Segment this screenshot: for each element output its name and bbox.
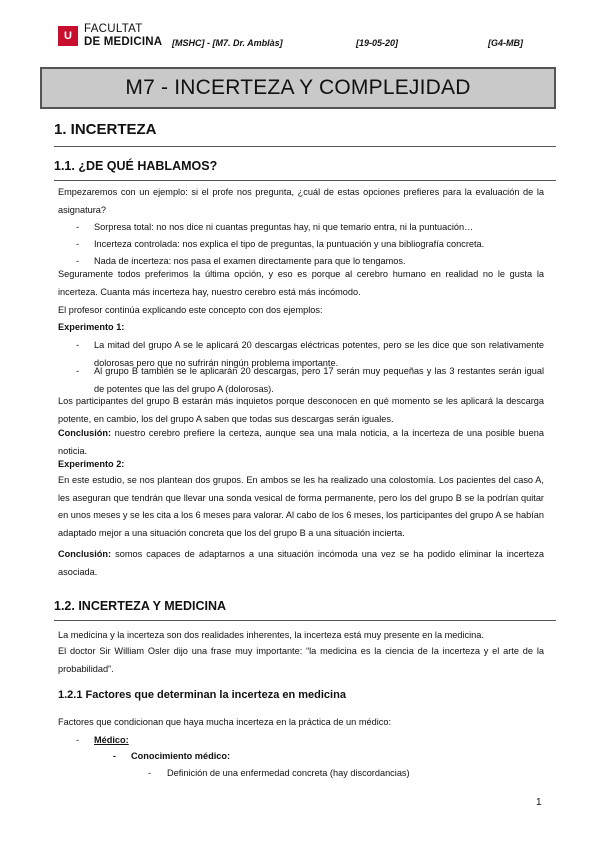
list-item-experiment-1a: La mitad del grupo A se le aplicará 20 descargas eléctricas potentes, pero se les dice que son relativamente dolorosas pero que no sufrirán ningún problema importante. — [94, 340, 544, 368]
list-item-option-3: Nada de incerteza: nos pasa el examen directamente para que lo tengamos. — [94, 256, 406, 266]
conclusion-label: Conclusión: — [58, 428, 112, 438]
conclusion-1-text: nuestro cerebro prefiere la certeza, aunque sea una mala noticia, a la incerteza de una posible buena noticia. — [58, 428, 544, 456]
conclusion-2-text: somos capaces de adaptarnos a una situación incómoda una vez se ha podido eliminar la incerteza asociada. — [58, 549, 544, 577]
paragraph-medicine-1: La medicina y la incerteza son dos realidades inherentes, la incerteza está muy presente en la medicina. — [58, 630, 484, 640]
list-item-conocimiento-medico: Conocimiento médico: — [131, 751, 231, 761]
experiment-1-label: Experimento 1: — [58, 322, 125, 332]
bullet-dash: - — [76, 340, 80, 350]
list-item-option-1: Sorpresa total: no nos dice ni cuantas preguntas hay, ni que temario entra, ni la puntuación… — [94, 222, 474, 232]
bullet-dash: - — [76, 239, 80, 249]
paragraph-conclusion-1 — [58, 425, 544, 460]
conclusion-label: Conclusión: — [58, 549, 112, 559]
document-title: M7 - INCERTEZA Y COMPLEJIDAD — [40, 67, 556, 109]
bullet-dash: - — [76, 366, 80, 376]
university-logo-icon: U — [58, 26, 78, 46]
bullet-dash: - — [76, 222, 80, 232]
section-heading-1-2-1: 1.2.1 Factores que determinan la incerteza en medicina — [58, 689, 346, 701]
paragraph-conclusion-2 — [58, 546, 544, 581]
section-heading-1-2: 1.2. INCERTEZA Y MEDICINA — [54, 596, 556, 621]
bullet-dash: - — [113, 751, 117, 761]
paragraph-intro: Empezaremos con un ejemplo: si el profe nos pregunta, ¿cuál de estas opciones prefieres para la evaluación de la asignatura? — [58, 187, 544, 215]
experiment-2-label: Experimento 2: — [58, 459, 125, 469]
paragraph-factors-intro: Factores que condicionan que haya mucha incerteza en la práctica de un médico: — [58, 717, 391, 727]
bullet-dash: - — [76, 735, 80, 745]
paragraph-experiment-1: Los participantes del grupo B estarán más inquietos porque desconocen en qué momento se les aplicará la descarga potente, en cambio, los del grupo A saben que todas sus descargas serán iguales. — [58, 396, 544, 424]
header-course: [MSHC] - [M7. Dr. Amblàs] — [172, 38, 283, 48]
paragraph-experiment-2: En este estudio, se nos plantean dos grupos. En ambos se les ha realizado una colostomía. Los pacientes del caso A, les aseguran que tendrán que llevar una sonda vesical de forma permanente, pero los del grupo B se la podrían quitar en unos meses y se les cita a los 6 meses para valorar. Al cabo de los 6 meses, los participantes del grupo A se habían adaptado mejor a una situación concreta que los del grupo B a una situación incierta. — [58, 475, 544, 538]
faculty-name-line1: FACULTAT — [84, 23, 143, 35]
bullet-dash: - — [76, 256, 80, 266]
paragraph-after-options: Seguramente todos preferimos la última opción, y eso es porque al cerebro humano en realidad no le gusta la incerteza. Cuanta más incerteza hay, nuestro cerebro está más incómodo. — [58, 269, 544, 297]
paragraph-osler-quote: El doctor Sir William Osler dijo una frase muy importante: “la medicina es la ciencia de la incerteza y el arte de la probabilidad”. — [58, 646, 544, 674]
list-item-definicion: Definición de una enfermedad concreta (hay discordancias) — [167, 768, 410, 778]
page-number: 1 — [536, 797, 542, 808]
section-heading-1-1: 1.1. ¿DE QUÉ HABLAMOS? — [54, 156, 556, 181]
header-date: [19-05-20] — [356, 38, 399, 48]
list-item-option-2: Incerteza controlada: nos explica el tipo de preguntas, la puntuación y una bibliografía concreta. — [94, 239, 485, 249]
section-heading-1: 1. INCERTEZA — [54, 117, 556, 147]
paragraph-examples-intro: El profesor continúa explicando este concepto con dos ejemplos: — [58, 305, 323, 315]
list-item-experiment-1b: Al grupo B también se le aplicarán 20 descargas, pero 17 serán muy pequeñas y las 3 restantes serán igual de potentes que las del grupo A (dolorosas). — [94, 366, 544, 394]
bullet-dash: - — [148, 768, 152, 778]
faculty-name-line2: DE MEDICINA — [84, 36, 163, 48]
header-group: [G4-MB] — [488, 38, 523, 48]
list-item-medico: Médico: — [94, 735, 129, 745]
